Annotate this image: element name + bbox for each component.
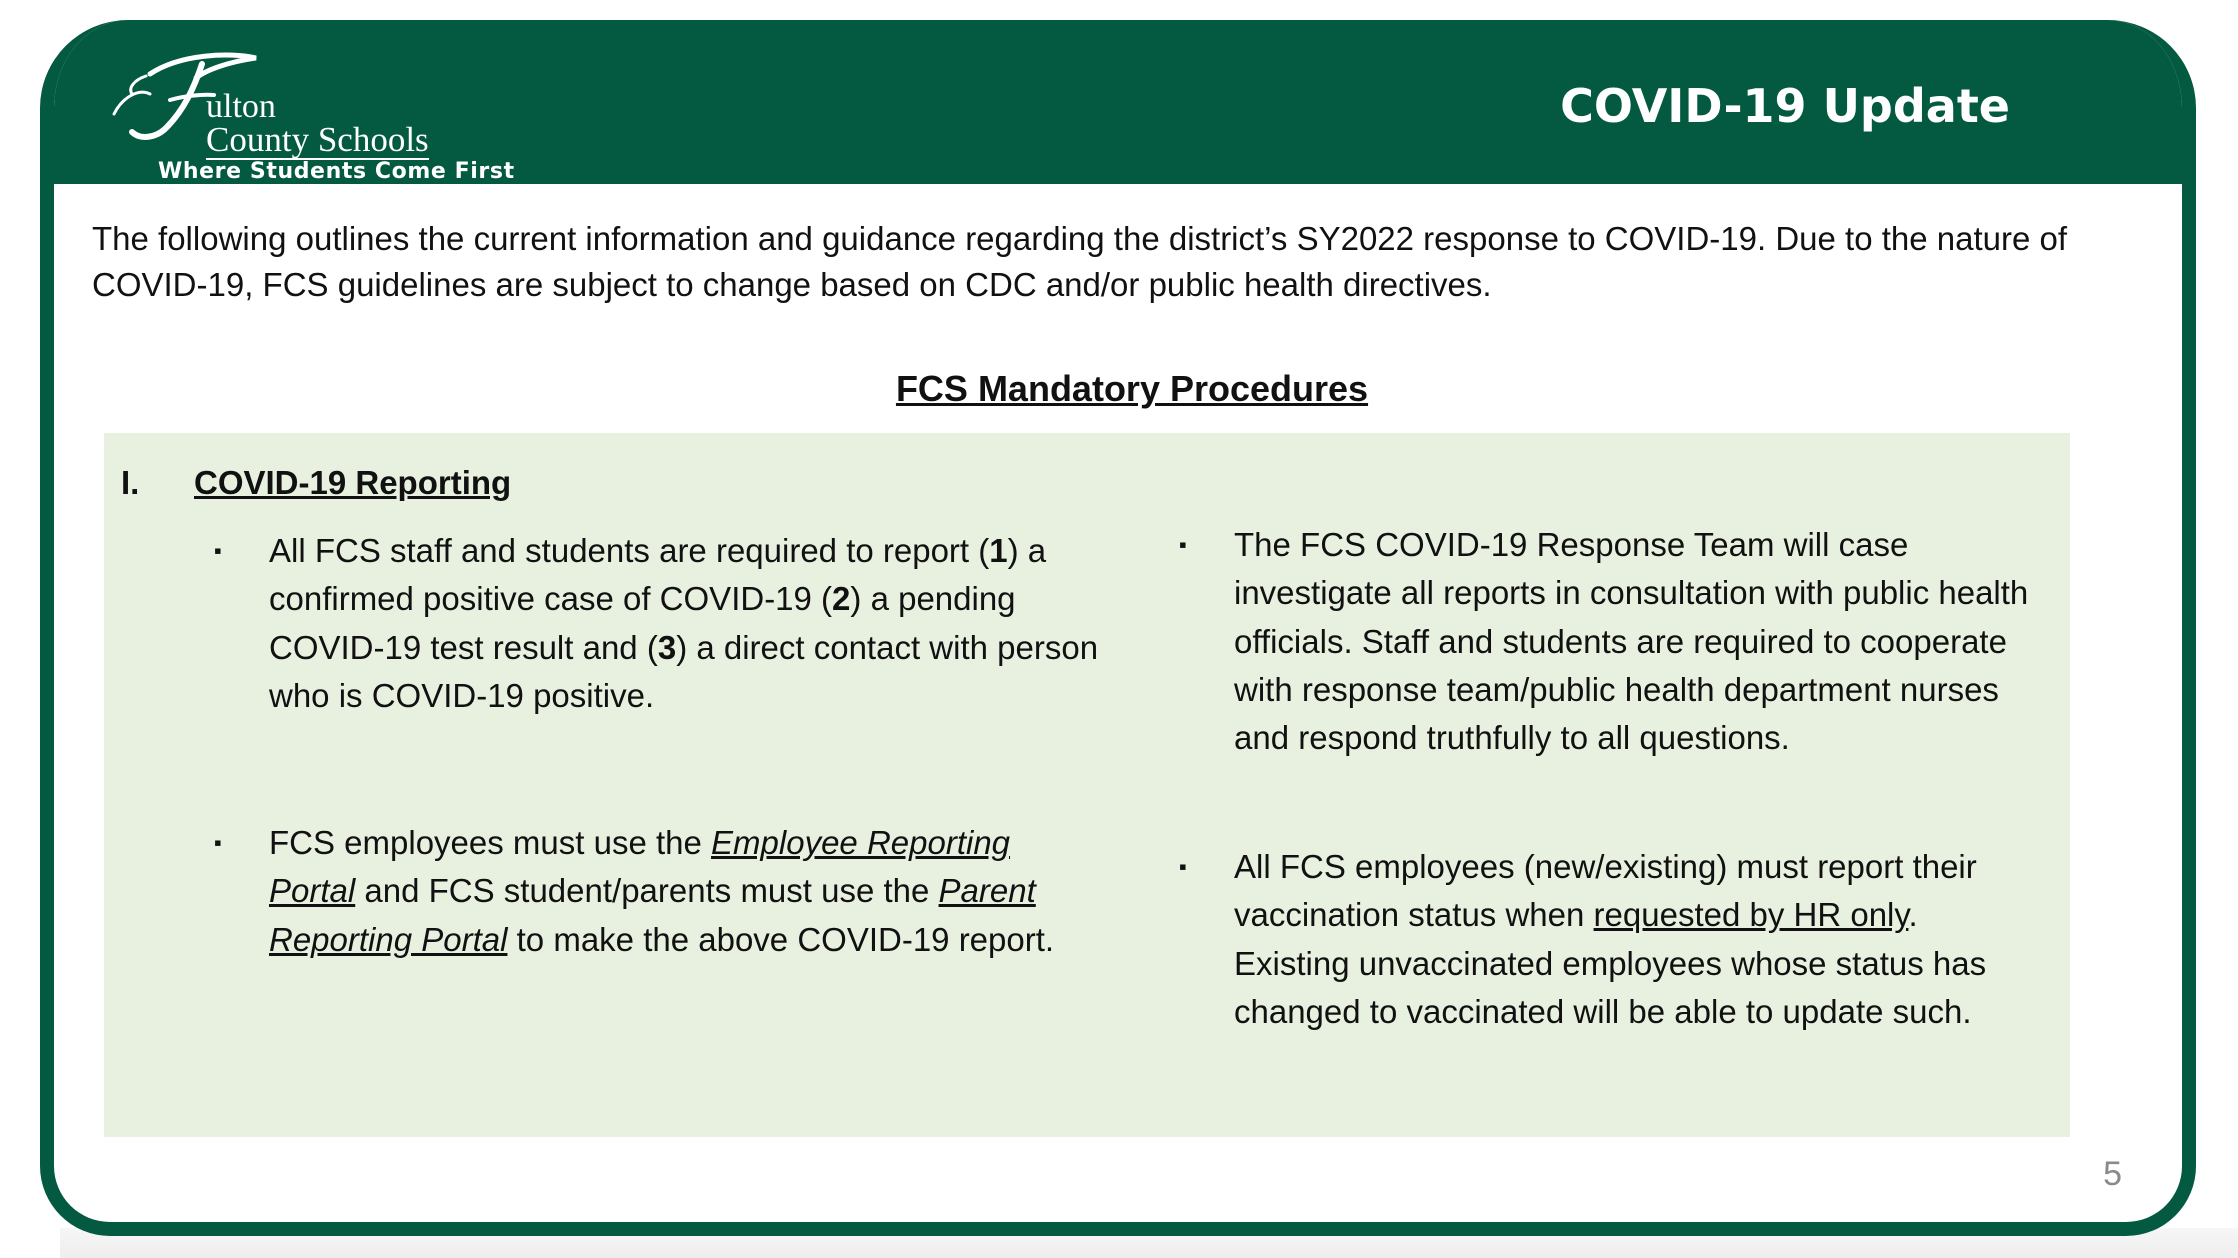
covid-reporting-panel <box>104 433 2070 1137</box>
bullet-square-icon: ▪ <box>214 538 222 563</box>
section-number: I. <box>121 464 140 501</box>
parent-reporting-portal-link[interactable]: Parent Reporting Portal <box>269 872 1036 958</box>
section-heading <box>54 366 2196 412</box>
list-item: ▪ The FCS COVID-19 Response Team will case investigate all reports in consultation with public health officials. Staff and students are required to cooperate with response team/public health department nurses and respond truthfully to all questions. <box>1234 521 2034 762</box>
list-item: ▪ All FCS employees (new/existing) must report their vaccination status when requested by HR only. Existing unvaccinated employees whose status has changed to vaccinated will be able to update such. <box>1234 843 2034 1036</box>
list-item: ▪ All FCS staff and students are required to report (1) a confirmed positive case of COVID-19 (2) a pending COVID-19 test result and (3) a direct contact with person who is COVID-19 positive. <box>269 527 1099 720</box>
section-title: COVID-19 Reporting <box>194 464 512 501</box>
bullet-square-icon: ▪ <box>1179 854 1187 879</box>
slide-frame <box>40 20 2196 1236</box>
section-heading-text: FCS Mandatory Procedures <box>895 368 1369 409</box>
bullet-square-icon: ▪ <box>214 830 222 855</box>
slide-title: COVID-19 Update <box>1560 79 2010 133</box>
requested-by-hr-only-text: requested by HR only <box>1593 896 1909 934</box>
fulton-county-schools-logo <box>110 48 515 184</box>
bullet-square-icon: ▪ <box>1179 532 1187 557</box>
employee-reporting-portal-link[interactable]: Employee Reporting Portal <box>269 824 1011 910</box>
logo-tagline: Where Students Come First <box>158 159 515 184</box>
list-item: ▪ FCS employees must use the Employee Reporting Portal and FCS student/parents must use the Parent Reporting Portal to make the above COVID-19 report. <box>269 819 1099 964</box>
logo-text-county-schools: County Schools <box>206 120 429 159</box>
slide-header <box>54 20 2182 184</box>
logo-text-ulton: ulton <box>206 88 276 125</box>
page-number: 5 <box>2103 1155 2122 1193</box>
intro-paragraph: The following outlines the current information and guidance regarding the district’s SY2022 response to COVID-19. Due to the nature of COVID-19, FCS guidelines are subject to change based on CDC and/or public health directives. <box>92 220 2068 303</box>
